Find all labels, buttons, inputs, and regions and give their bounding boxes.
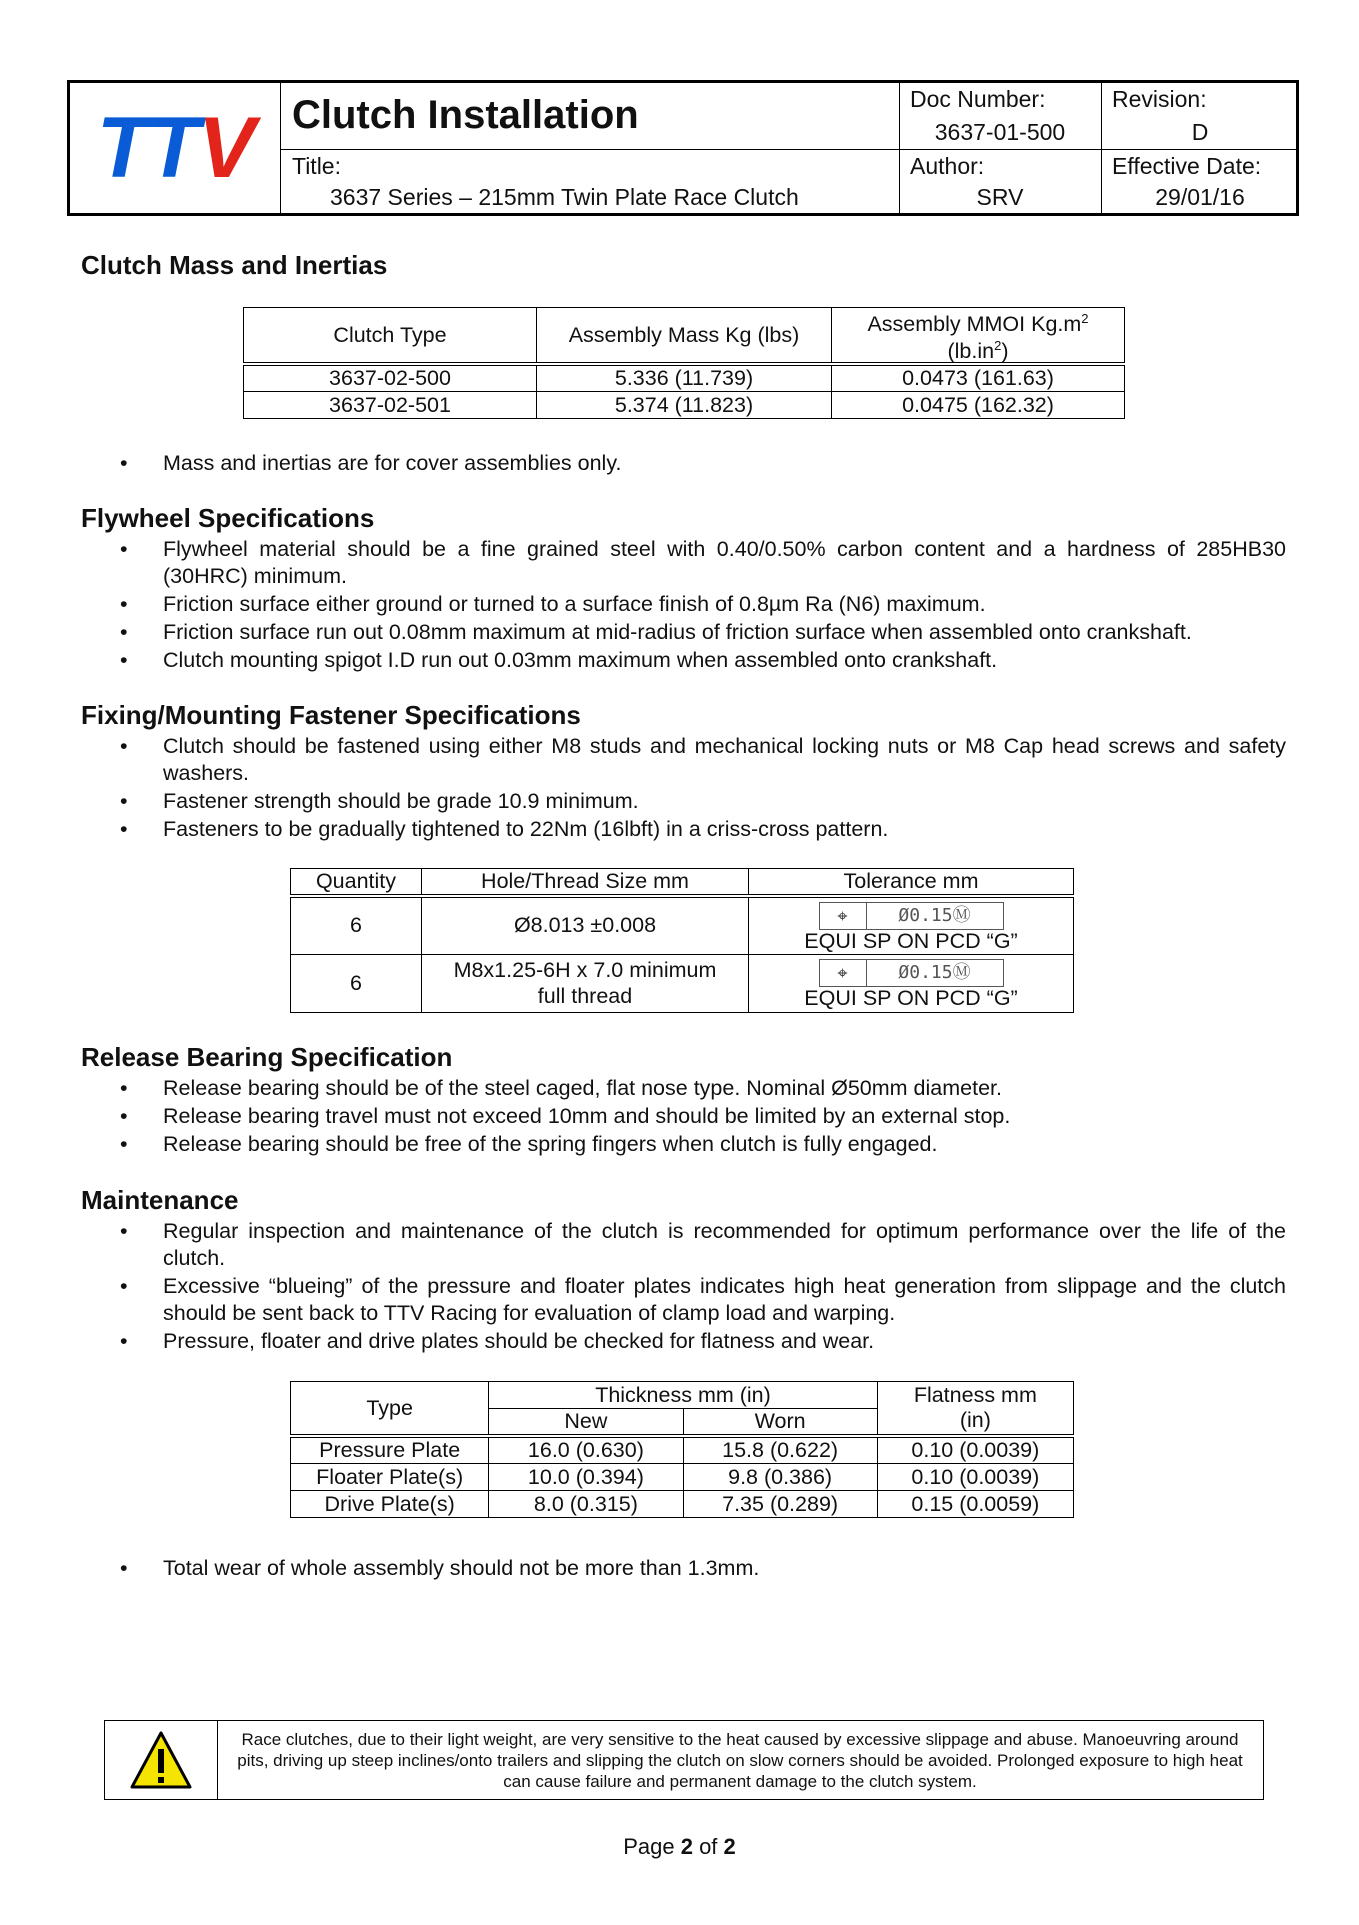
- author: SRV: [976, 184, 1024, 210]
- position-tolerance-frame: ⌖ Ø0.15Ⓜ: [819, 959, 1004, 987]
- thickness-table: [290, 1381, 1074, 1518]
- effective-date-label: Effective Date:: [1112, 153, 1262, 179]
- table-row: Drive Plate(s) 8.0 (0.315) 7.35 (0.289) 0.15 (0.0059): [291, 1491, 1074, 1518]
- revision: D: [1191, 119, 1209, 145]
- col-thickness: Thickness mm (in): [489, 1382, 877, 1409]
- page-number: Page 2 of 2: [623, 1834, 736, 1859]
- warning-triangle-icon: [105, 1721, 217, 1799]
- col-assembly-mmoi: Assembly MMOI $Kg.m^2$ $(lb.in^2)$: [832, 308, 1125, 365]
- effective-date: 29/01/16: [1155, 184, 1245, 210]
- revision-label: Revision:: [1112, 86, 1207, 112]
- doc-number: 3637-01-500: [934, 119, 1066, 145]
- section-heading-bearing: Release Bearing Specification: [81, 1042, 453, 1072]
- table-row: 3637-02-501 5.374 (11.823) 0.0475 (162.32): [244, 392, 1125, 419]
- fastener-table: [290, 868, 1074, 1013]
- section-heading-maintenance: Maintenance: [81, 1185, 239, 1215]
- col-worn: Worn: [683, 1409, 877, 1437]
- table-row: 6 Ø8.013 ±0.008 ⌖ Ø0.15Ⓜ EQUI SP ON PCD “G”: [291, 896, 1074, 954]
- doc-title: Clutch Installation: [292, 93, 639, 137]
- col-clutch-type: Clutch Type: [244, 308, 537, 365]
- col-tolerance: Tolerance mm: [749, 869, 1074, 897]
- mass-table: [243, 307, 1125, 419]
- col-flatness: Flatness mm (in): [877, 1382, 1073, 1437]
- position-icon: ⌖: [820, 903, 867, 929]
- section-heading-flywheel: Flywheel Specifications: [81, 503, 375, 533]
- col-assembly-mass: Assembly Mass Kg (lbs): [537, 308, 832, 365]
- doc-number-label: Doc Number:: [910, 86, 1046, 112]
- col-new: New: [489, 1409, 683, 1437]
- section-heading-fastener: Fixing/Mounting Fastener Specifications: [81, 700, 581, 730]
- col-quantity: Quantity: [291, 869, 422, 897]
- table-row: 6 M8x1.25-6H x 7.0 minimum full thread ⌖ Ø0.15Ⓜ EQUI SP ON PCD “G”: [291, 954, 1074, 1012]
- author-label: Author:: [910, 153, 985, 179]
- document-header: [67, 80, 1299, 216]
- section-heading-mass: Clutch Mass and Inertias: [81, 250, 388, 280]
- warning-text: Race clutches, due to their light weight, are very sensitive to the heat caused by excessive slippage and abuse. Manoeuvring around pits, driving up steep inclines/onto trailers and slipping the clutch on slow corners should be avoided. Prolonged exposure to high heat can cause failure and permanent damage to the clutch system.: [237, 1730, 1243, 1791]
- title-label: Title:: [292, 153, 341, 179]
- position-icon: ⌖: [820, 960, 867, 986]
- position-tolerance-frame: ⌖ Ø0.15Ⓜ: [819, 902, 1004, 930]
- table-row: Floater Plate(s) 10.0 (0.394) 9.8 (0.386) 0.10 (0.0039): [291, 1464, 1074, 1491]
- warning-box: [104, 1720, 1264, 1800]
- table-row: 3637-02-500 5.336 (11.739) 0.0473 (161.63): [244, 364, 1125, 392]
- title-value: 3637 Series – 215mm Twin Plate Race Clutch: [330, 184, 799, 210]
- table-row: Pressure Plate 16.0 (0.630) 15.8 (0.622) 0.10 (0.0039): [291, 1436, 1074, 1464]
- ttv-logo: TTV: [96, 99, 254, 196]
- col-type: Type: [291, 1382, 489, 1437]
- col-hole-thread-size: Hole/Thread Size mm: [422, 869, 749, 897]
